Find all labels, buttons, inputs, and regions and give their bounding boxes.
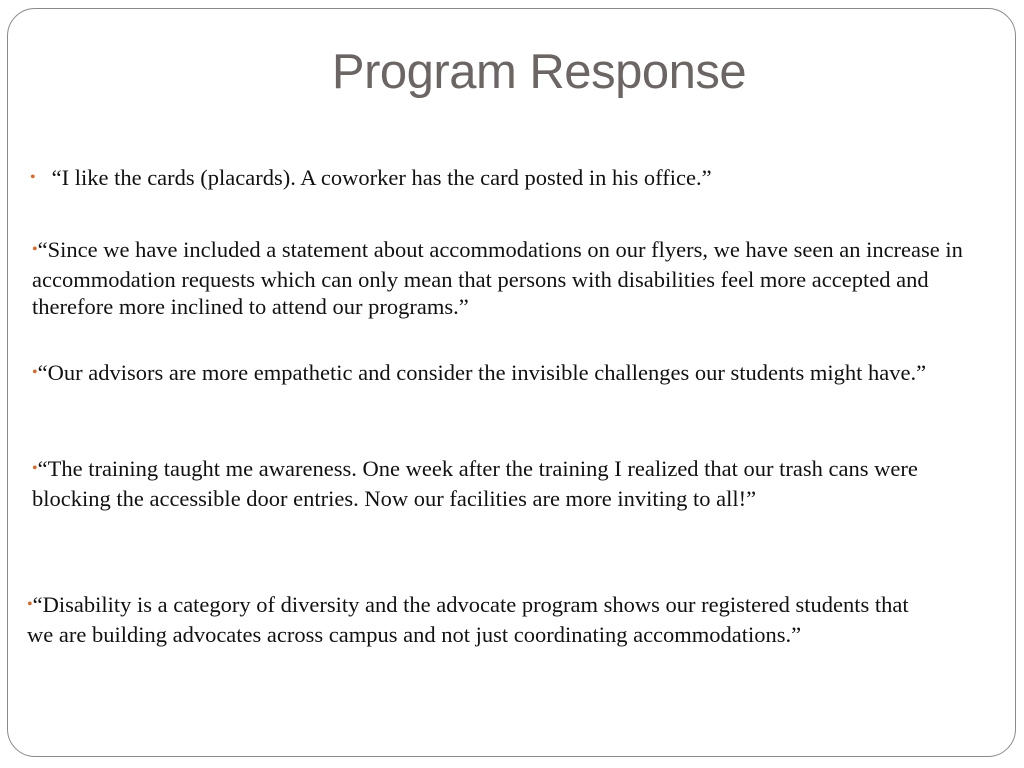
bullet-text: “Our advisors are more empathetic and consider the invisible challenges our students might have.” (37, 360, 927, 385)
slide-title: Program Response (331, 45, 747, 99)
bullet-dot-icon: • (32, 460, 38, 477)
bullet-text: “Since we have included a statement about accommodations on our flyers, we have seen an increase in accommodation requests which can only mean that persons with disabilities feel more accepted and therefore more inclined to attend our programs.” (32, 237, 963, 319)
bullet-dot-icon: • (32, 241, 38, 258)
bullet-item (30, 164, 990, 194)
bullet-item (32, 455, 992, 512)
bullet-item (32, 359, 982, 389)
bullet-text: “The training taught me awareness. One week after the training I realized that our trash cans were blocking the accessible door entries. Now our facilities are more inviting to all!” (32, 456, 918, 511)
bullet-dot-icon: • (30, 169, 36, 186)
bullet-dot-icon: • (27, 596, 33, 613)
bullet-text: “Disability is a category of diversity and the advocate program shows our registered students that we are building advocates across campus and not just coordinating accommodations.” (27, 592, 909, 647)
bullet-text: “I like the cards (placards). A coworker has the card posted in his office.” (51, 165, 712, 190)
bullet-item (32, 236, 982, 320)
bullet-item (27, 591, 927, 648)
bullet-dot-icon: • (32, 364, 38, 381)
